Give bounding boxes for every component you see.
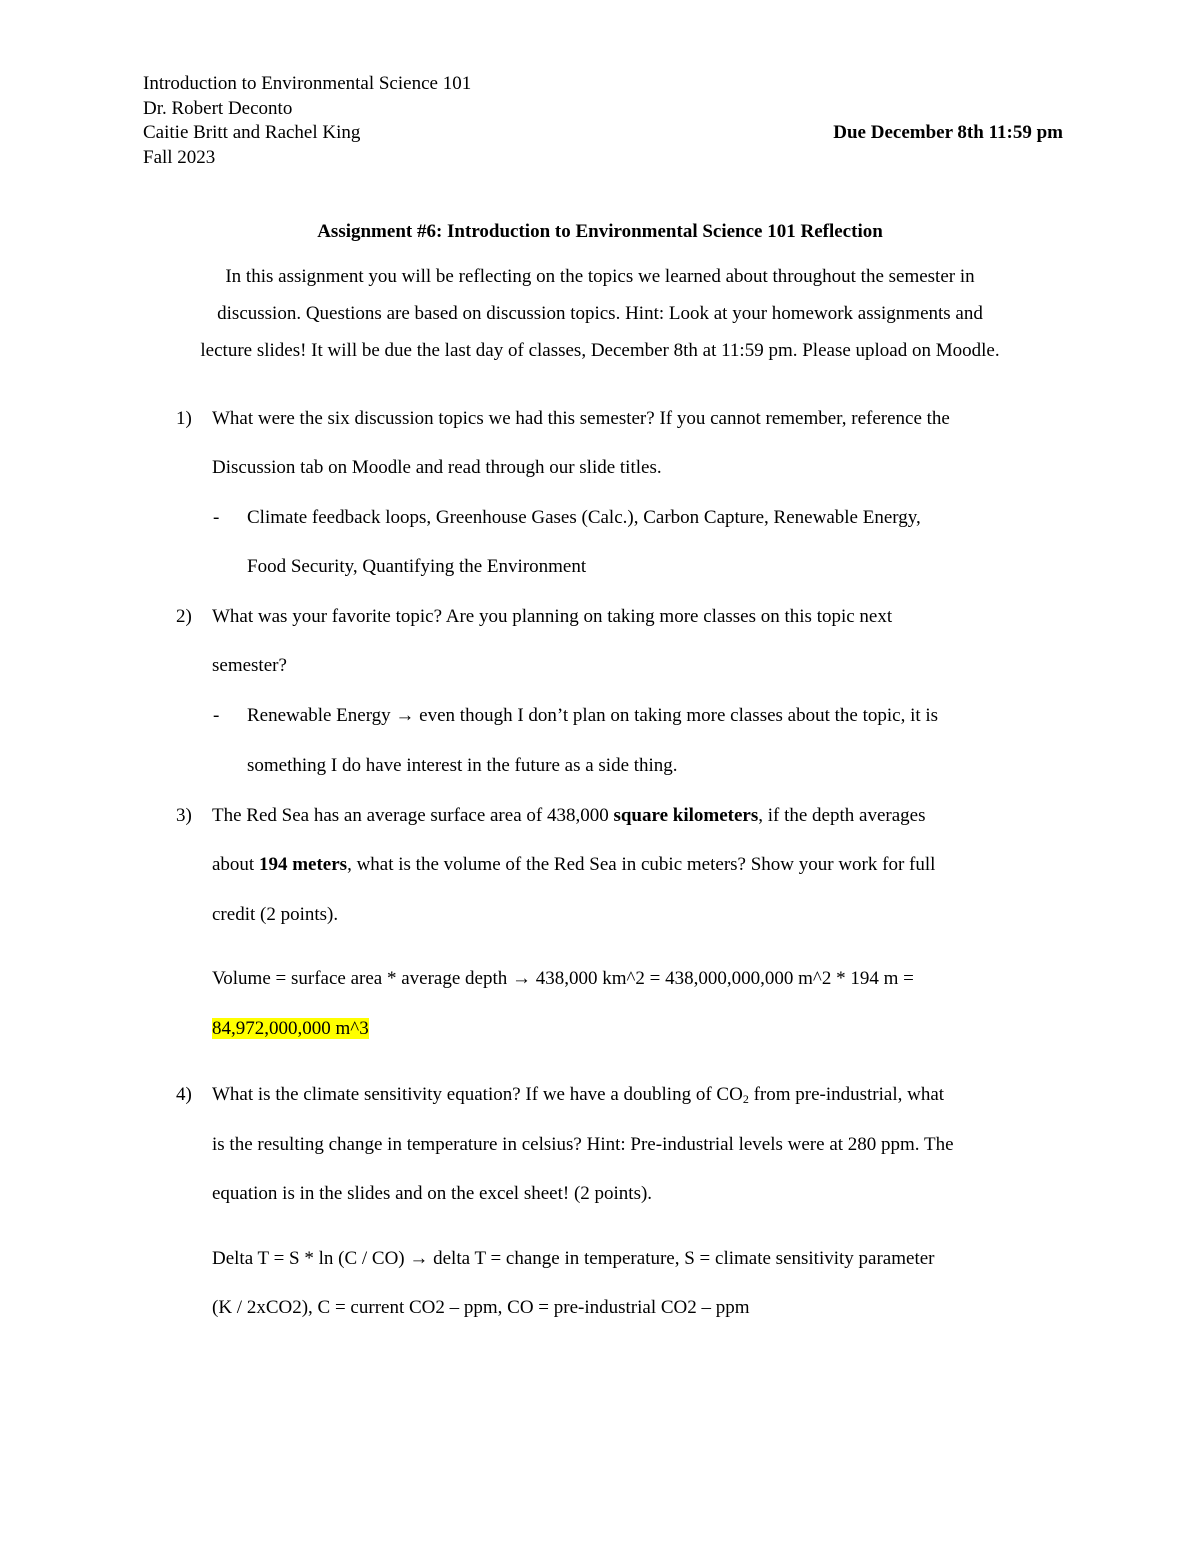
text-segment: about: [212, 854, 259, 875]
bold-term: square kilometers: [613, 805, 759, 826]
question-text: semester?: [212, 655, 287, 676]
intro-paragraph: [0, 258, 1200, 369]
document-header: [143, 72, 1063, 170]
question-number: 1): [176, 408, 192, 429]
question-text: What were the six discussion topics we had this semester? If you cannot remember, reference the: [212, 408, 950, 429]
question-number: 2): [176, 606, 192, 627]
question-text: [212, 805, 1072, 827]
due-date: Due December 8th 11:59 pm: [833, 122, 1063, 143]
question-number: 4): [176, 1084, 192, 1105]
question-text: equation is in the slides and on the excel sheet! (2 points).: [212, 1183, 653, 1204]
highlight: 84,972,000,000 m^3: [212, 1018, 369, 1039]
question-text: What was your favorite topic? Are you planning on taking more classes on this topic next: [212, 606, 893, 627]
term: Fall 2023: [143, 146, 216, 168]
text-segment: from pre-industrial, what: [748, 1084, 945, 1105]
assignment-title: Assignment #6: Introduction to Environmental Science 101 Reflection: [317, 221, 883, 242]
highlighted-answer: [212, 1018, 369, 1040]
answer-text: something I do have interest in the future as a side thing.: [247, 755, 678, 776]
text-segment: The Red Sea has an average surface area of 438,000: [212, 805, 614, 826]
bullet-dash: -: [213, 705, 220, 726]
professor-name: Dr. Robert Deconto: [143, 97, 293, 119]
text-segment: , if the depth averages: [758, 805, 926, 826]
question-text: Discussion tab on Moodle and read through our slide titles.: [212, 457, 662, 478]
intro-line: lecture slides! It will be due the last day of classes, December 8th at 11:59 pm. Please upload on Moodle.: [200, 340, 1000, 361]
intro-line: discussion. Questions are based on discussion topics. Hint: Look at your homework assignments and: [217, 303, 983, 324]
answer-text: (K / 2xCO2), C = current CO2 – ppm, CO = pre-industrial CO2 – ppm: [212, 1297, 750, 1318]
answer-text: Climate feedback loops, Greenhouse Gases (Calc.), Carbon Capture, Renewable Energy,: [247, 507, 921, 528]
question-text: [212, 1084, 1072, 1107]
question-text: credit (2 points).: [212, 904, 339, 925]
answer-text: Food Security, Quantifying the Environment: [247, 556, 587, 577]
intro-line: In this assignment you will be reflecting on the topics we learned about throughout the semester in: [225, 266, 975, 287]
bold-term: 194 meters: [258, 854, 348, 875]
bullet-dash: -: [213, 507, 220, 528]
course-name: Introduction to Environmental Science 101: [143, 73, 472, 94]
answer-text: Volume = surface area * average depth → 438,000 km^2 = 438,000,000,000 m^2 * 194 m =: [212, 968, 914, 989]
author-names: Caitie Britt and Rachel King: [143, 122, 361, 143]
question-number: 3): [176, 805, 192, 826]
subscript: 2: [742, 1092, 749, 1106]
text-segment: What is the climate sensitivity equation? If we have a doubling of CO: [212, 1084, 743, 1105]
text-segment: , what is the volume of the Red Sea in cubic meters? Show your work for full: [347, 854, 936, 875]
question-text: is the resulting change in temperature in celsius? Hint: Pre-industrial levels were at 280 ppm. The: [212, 1134, 954, 1155]
question-text: [212, 854, 1072, 876]
answer-text: Delta T = S * ln (C / CO) → delta T = change in temperature, S = climate sensitivity parameter: [212, 1248, 935, 1269]
answer-text: Renewable Energy → even though I don’t plan on taking more classes about the topic, it is: [247, 705, 939, 726]
